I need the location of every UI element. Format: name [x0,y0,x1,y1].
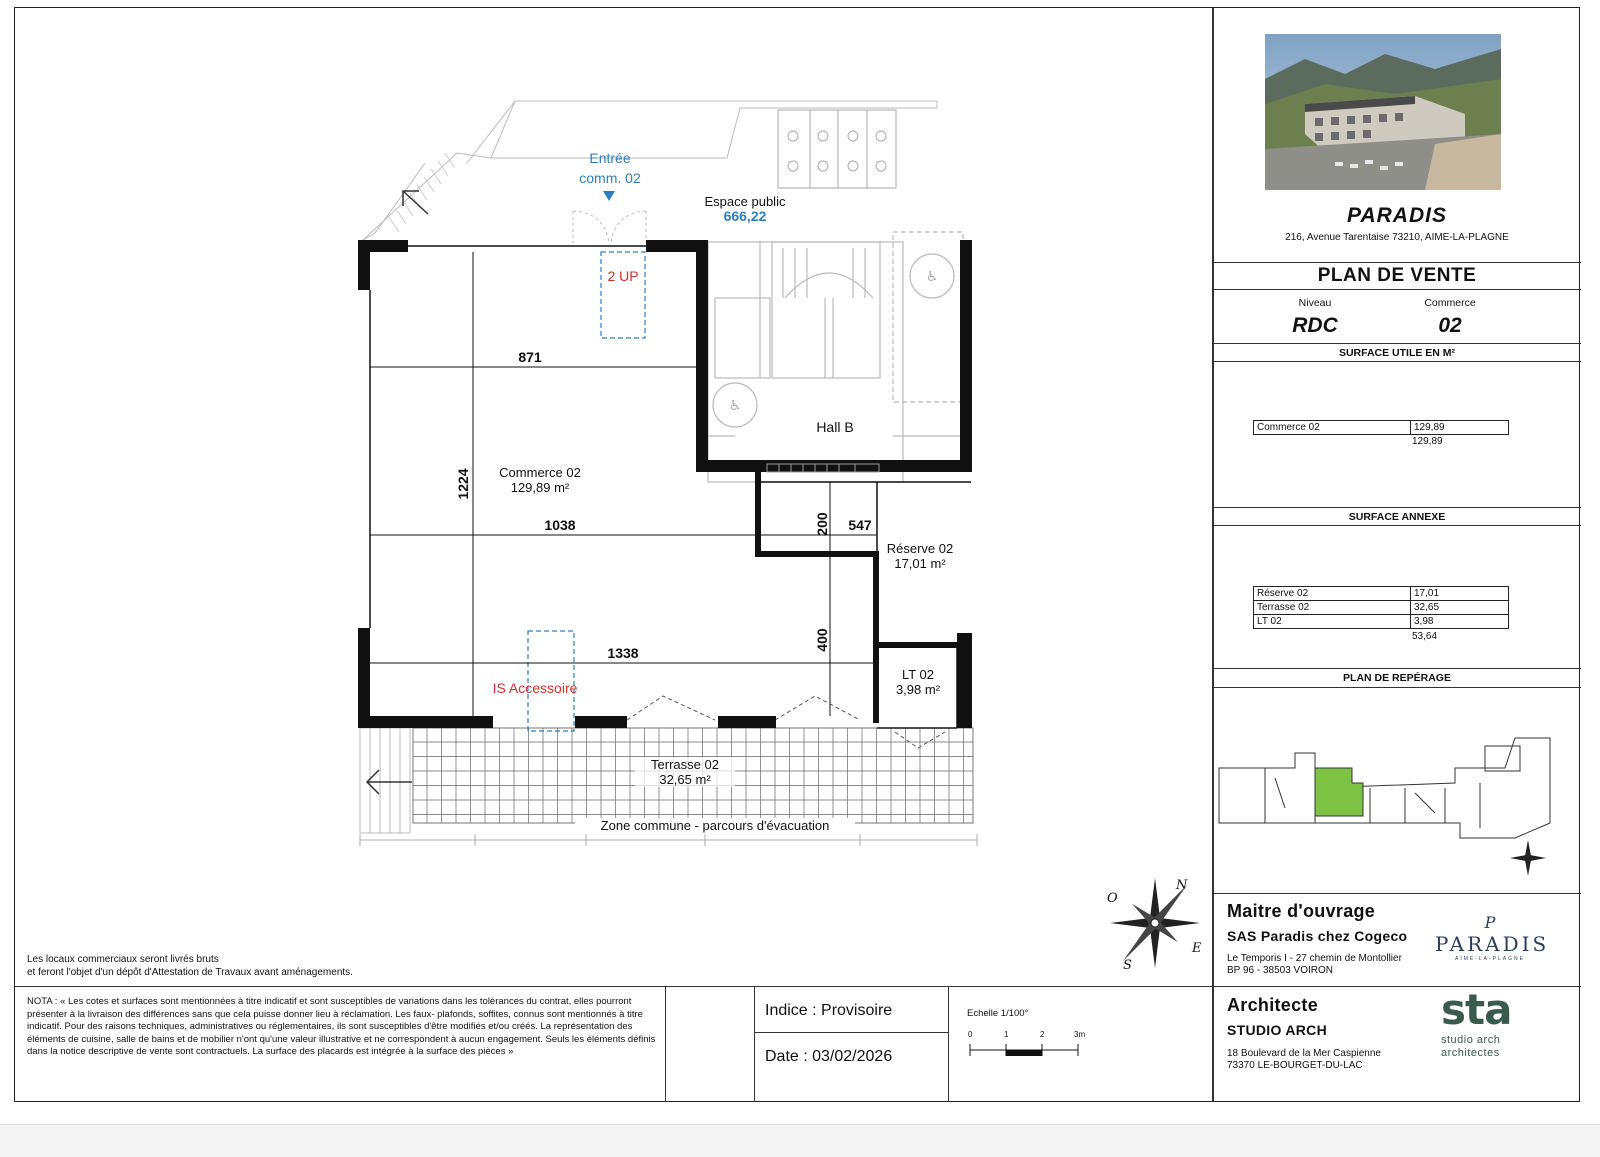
indice-label: Indice : Provisoire [765,1002,893,1019]
lt-area: 3,98 m² [895,682,941,697]
divider [1213,361,1581,362]
doc-title: PLAN DE VENTE [1317,265,1477,286]
table-row [1254,615,1509,629]
plan-sheet [14,7,1580,1102]
svg-text:♿: ♿ [925,269,939,285]
livraison-line2: et feront l'objet d'un dépôt d'Attestation de Travaux avant aménagements. [27,966,353,978]
terrasse-area: 32,65 m² [659,772,711,787]
sta-logo-line2: architectes [1441,1047,1500,1059]
divider [1213,507,1581,508]
surface-utile-total: 129,89 [1412,436,1443,447]
maitre-ouvrage-addr2: BP 96 - 38503 VOIRON [1227,965,1333,976]
niveau-value: RDC [1292,314,1338,337]
dim-1338: 1338 [607,645,639,661]
surface-annexe-table [1253,586,1509,629]
table-row [1254,587,1509,601]
surface-name: LT 02 [1254,615,1411,629]
surface-utile-title: SURFACE UTILE EN M² [1338,347,1456,359]
entree-label-line2: comm. 02 [579,170,641,186]
entrance-marker-icon [603,191,615,201]
scale-bar [968,1030,1093,1060]
ramp-steps [389,153,455,232]
architecte-name: STUDIO ARCH [1227,1022,1328,1038]
compass-n: N [1176,878,1188,893]
entree-label [570,148,650,188]
dim-1038: 1038 [544,517,576,533]
project-name: PARADIS [1347,204,1447,227]
reperage-plan [1215,728,1555,888]
paradis-logo-mark: P [1484,913,1496,932]
mini-compass-icon [1510,840,1546,876]
surface-annexe-total: 53,64 [1412,631,1438,642]
reserve-name: Réserve 02 [886,541,954,556]
compass-s: S [1123,958,1132,973]
paradis-logo-sub: AIME-LA-PLAGNE [1455,956,1525,962]
terrasse-door-swings [627,696,945,748]
terrasse-name: Terrasse 02 [651,757,719,772]
cartouche-border [1212,8,1214,1101]
scale-tick-2: 2 [1040,1030,1045,1039]
dim-871: 871 [518,349,542,365]
is-accessoire-label: IS Accessoire [492,680,578,696]
divider [948,986,949,1102]
scale-tick-0: 0 [968,1030,973,1039]
commerce-area: 129,89 m² [510,480,570,495]
project-photo [1265,34,1501,190]
nota-text: NOTA : « Les cotes et surfaces sont mentionnées à titre indicatif et sont susceptibles de variations dans les tolérances du contrat, elles pourront présenter à la livraison des différences sans que cela puisse donner lieu à réclamation. Les faux- plafonds, soffites, connus sont mentionnés à titre indicatif. Pour des raisons techniques, administratives ou réglementaires, ils sont susceptibles d'être modifiés et/ou créés. La représentation des éléments de cuisine, salle de bains et de mobilier n'ont qu'une valeur illustrative et ne correspondent à aucun engagement. Seuls les éléments définis dans la notice descriptive de vente sont contractuels. La surface des placards est intégrée à la surface des pièces » [27,996,656,1057]
lt-label [882,667,954,697]
surface-value: 32,65 [1411,601,1509,615]
reperage-title: PLAN DE REPÉRAGE [1343,672,1451,684]
commerce-name: Commerce 02 [499,465,581,480]
surface-name: Terrasse 02 [1254,601,1411,615]
scale-tick-3: 3m [1074,1030,1086,1039]
compass-rose-icon [1100,865,1210,980]
dim-400: 400 [814,628,830,652]
commerce-label-cartouche: Commerce [1424,297,1476,309]
architecte-addr1: 18 Boulevard de la Mer Caspienne [1227,1048,1381,1059]
bike-racks [778,110,896,188]
commerce-label [485,465,595,495]
lt-name: LT 02 [901,667,935,682]
divider [754,986,755,1102]
hall-label: Hall B [816,419,854,435]
svg-text:♿: ♿ [728,398,742,414]
project-address: 216, Avenue Tarentaise 73210, AIME-LA-PLAGNE [1285,232,1509,243]
paradis-logo-text: PARADIS [1435,932,1550,956]
maitre-ouvrage-addr1: Le Temporis I - 27 chemin de Montollier [1227,953,1402,964]
maitre-ouvrage-name: SAS Paradis chez Cogeco [1227,928,1408,944]
commerce-value: 02 [1438,314,1462,337]
bottom-band-top-border [15,986,1212,987]
espace-public-label [695,194,795,224]
paradis-logo [1435,913,1550,962]
surface-value: 3,98 [1411,615,1509,629]
sta-logo-line1: studio arch [1441,1034,1501,1046]
surface-value: 17,01 [1411,587,1509,601]
dim-200: 200 [814,512,830,536]
surface-annexe-title: SURFACE ANNEXE [1348,511,1446,523]
divider [1213,262,1581,263]
surface-name: Commerce 02 [1254,421,1411,435]
divider [1213,525,1581,526]
zone-commune-label: Zone commune - parcours d'évacuation [575,818,855,833]
divider [665,986,666,1102]
maitre-ouvrage-title: Maitre d'ouvrage [1227,901,1376,921]
divider [1213,687,1581,688]
zone-commune-line [360,834,977,846]
terrasse-label [635,757,735,787]
espace-public-text: Espace public [704,194,786,209]
surface-utile-table [1253,420,1509,435]
project-photo-image [1265,34,1501,190]
divider [1213,289,1581,290]
reserve-area: 17,01 m² [894,556,946,571]
divider [1213,668,1581,669]
espace-public-value: 666,22 [723,208,767,224]
sta-logo [1441,985,1521,1060]
up-label: 2 UP [607,268,639,284]
up-zone [601,252,645,338]
surface-name: Réserve 02 [1254,587,1411,601]
scale-tick-1: 1 [1004,1030,1009,1039]
divider [1213,893,1581,894]
entrance-door [573,211,646,243]
niveau-label: Niveau [1298,297,1332,309]
highlighted-lot [1315,768,1363,816]
table-row [1254,601,1509,615]
compass-o: O [1107,891,1118,906]
livraison-note [27,954,527,979]
reserve-label [875,541,965,571]
divider [754,1032,948,1033]
dim-1224: 1224 [455,468,471,500]
dim-547: 547 [848,517,872,533]
viewer-bottom-bar [0,1124,1600,1157]
entree-label-line1: Entrée [589,150,631,166]
compass-e: E [1192,941,1202,956]
surface-value: 129,89 [1411,421,1509,435]
arrow-up-left-icon [403,191,428,214]
sta-logo-text: sta [1441,985,1512,1034]
architecte-addr2: 73370 LE-BOURGET-DU-LAC [1227,1060,1363,1071]
divider [1213,986,1581,987]
echelle-label: Echelle 1/100° [967,1008,1029,1019]
date-label: Date : 03/02/2026 [765,1048,893,1065]
architecte-title: Architecte [1227,995,1319,1015]
divider [1213,343,1581,344]
livraison-line1: Les locaux commerciaux seront livrés bruts [27,954,219,965]
table-row [1254,421,1509,435]
